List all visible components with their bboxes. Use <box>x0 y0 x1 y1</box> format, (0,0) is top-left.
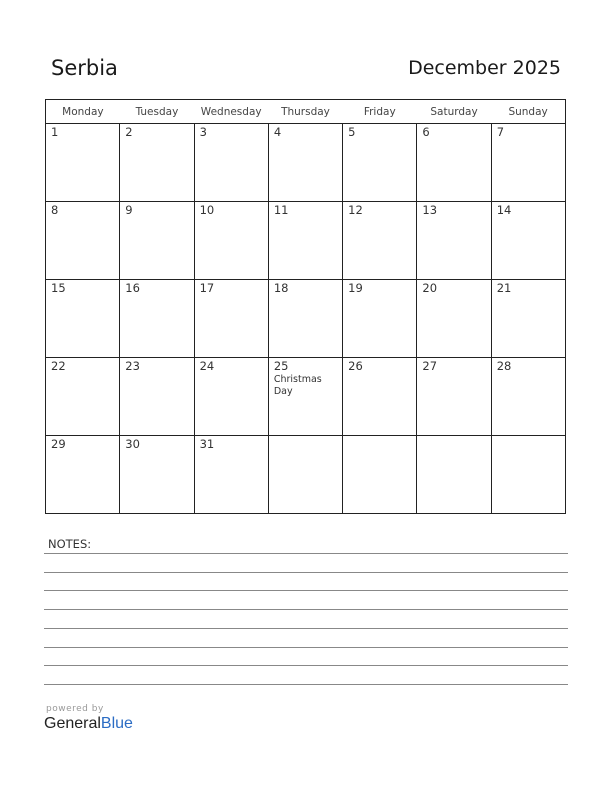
day-number: 28 <box>496 359 512 373</box>
week-row <box>46 358 566 436</box>
note-line <box>44 553 568 554</box>
day-number: 1 <box>51 125 59 139</box>
day-cell <box>120 358 194 436</box>
day-cell <box>417 202 491 280</box>
note-line <box>44 647 568 648</box>
day-number <box>343 436 416 437</box>
weekday-tuesday: Tuesday <box>120 100 194 124</box>
day-cell <box>120 436 194 514</box>
day-cell <box>417 436 491 514</box>
brand-logo <box>44 704 133 733</box>
day-cell <box>120 280 194 358</box>
day-cell <box>46 202 120 280</box>
day-cell <box>194 436 268 514</box>
day-cell <box>268 358 342 436</box>
day-number: 13 <box>422 203 438 217</box>
day-cell <box>417 358 491 436</box>
day-cell <box>194 202 268 280</box>
day-cell <box>343 436 417 514</box>
day-number: 5 <box>348 125 356 139</box>
day-cell <box>120 202 194 280</box>
note-line <box>44 684 568 685</box>
powered-by-text: powered by <box>46 704 104 714</box>
day-number: 23 <box>125 359 140 373</box>
day-cell <box>268 124 342 202</box>
day-number: 19 <box>348 281 363 295</box>
day-number: 7 <box>496 125 505 139</box>
day-cell <box>46 358 120 436</box>
day-number: 16 <box>125 281 140 295</box>
weekday-friday: Friday <box>343 100 417 124</box>
brand-general-text: General <box>44 715 101 732</box>
week-row <box>46 124 566 202</box>
day-number: 27 <box>422 359 438 373</box>
country-title: Serbia <box>51 56 118 80</box>
day-number <box>269 436 342 437</box>
day-number: 17 <box>199 281 215 295</box>
brand-blue-text: Blue <box>100 715 133 732</box>
day-number: 8 <box>51 203 59 217</box>
day-cell <box>491 202 565 280</box>
day-cell <box>491 280 565 358</box>
calendar-body <box>46 124 566 514</box>
week-row <box>46 280 566 358</box>
note-line <box>44 590 568 591</box>
day-number <box>492 436 565 437</box>
day-number: 14 <box>496 203 512 217</box>
day-number: 30 <box>125 437 140 451</box>
weekday-wednesday: Wednesday <box>194 100 268 124</box>
day-cell <box>194 358 268 436</box>
week-row <box>46 202 566 280</box>
weekday-sunday: Sunday <box>491 100 565 124</box>
day-number <box>417 436 490 437</box>
calendar-grid <box>45 99 566 514</box>
day-number: 4 <box>273 125 282 139</box>
day-cell <box>417 280 491 358</box>
day-cell <box>343 358 417 436</box>
notes-label: NOTES: <box>48 537 92 551</box>
note-line <box>44 609 568 610</box>
day-number: 29 <box>51 437 66 451</box>
week-row <box>46 436 566 514</box>
day-number: 21 <box>496 281 512 295</box>
day-number: 26 <box>348 359 363 373</box>
day-number: 22 <box>51 359 66 373</box>
weekday-saturday: Saturday <box>417 100 491 124</box>
note-line <box>44 572 568 573</box>
holiday-label: Christmas Day <box>273 374 322 397</box>
day-cell <box>120 124 194 202</box>
day-cell <box>268 202 342 280</box>
day-number: 9 <box>125 203 133 217</box>
day-cell <box>268 436 342 514</box>
day-number: 6 <box>422 125 430 139</box>
day-cell <box>491 358 565 436</box>
note-line <box>44 628 568 629</box>
weekday-thursday: Thursday <box>268 100 342 124</box>
brand-name <box>44 715 133 733</box>
day-number: 24 <box>199 359 215 373</box>
day-number: 2 <box>125 125 133 139</box>
day-number: 18 <box>273 281 289 295</box>
day-number: 3 <box>199 125 207 139</box>
day-number: 31 <box>199 437 215 451</box>
day-cell <box>343 202 417 280</box>
day-number: 25 <box>273 359 289 373</box>
day-cell <box>491 436 565 514</box>
day-cell <box>194 280 268 358</box>
day-cell <box>268 280 342 358</box>
day-number: 20 <box>422 281 438 295</box>
day-cell <box>194 124 268 202</box>
day-number: 11 <box>273 203 289 217</box>
day-number: 15 <box>51 281 66 295</box>
day-number: 12 <box>348 203 363 217</box>
day-cell <box>417 124 491 202</box>
day-cell <box>491 124 565 202</box>
weekday-header-row <box>46 100 566 124</box>
day-number: 10 <box>199 203 215 217</box>
month-title: December 2025 <box>408 57 561 79</box>
day-cell <box>46 436 120 514</box>
weekday-monday: Monday <box>46 100 120 124</box>
day-cell <box>343 124 417 202</box>
note-line <box>44 665 568 666</box>
day-cell <box>46 280 120 358</box>
day-cell <box>46 124 120 202</box>
day-cell <box>343 280 417 358</box>
